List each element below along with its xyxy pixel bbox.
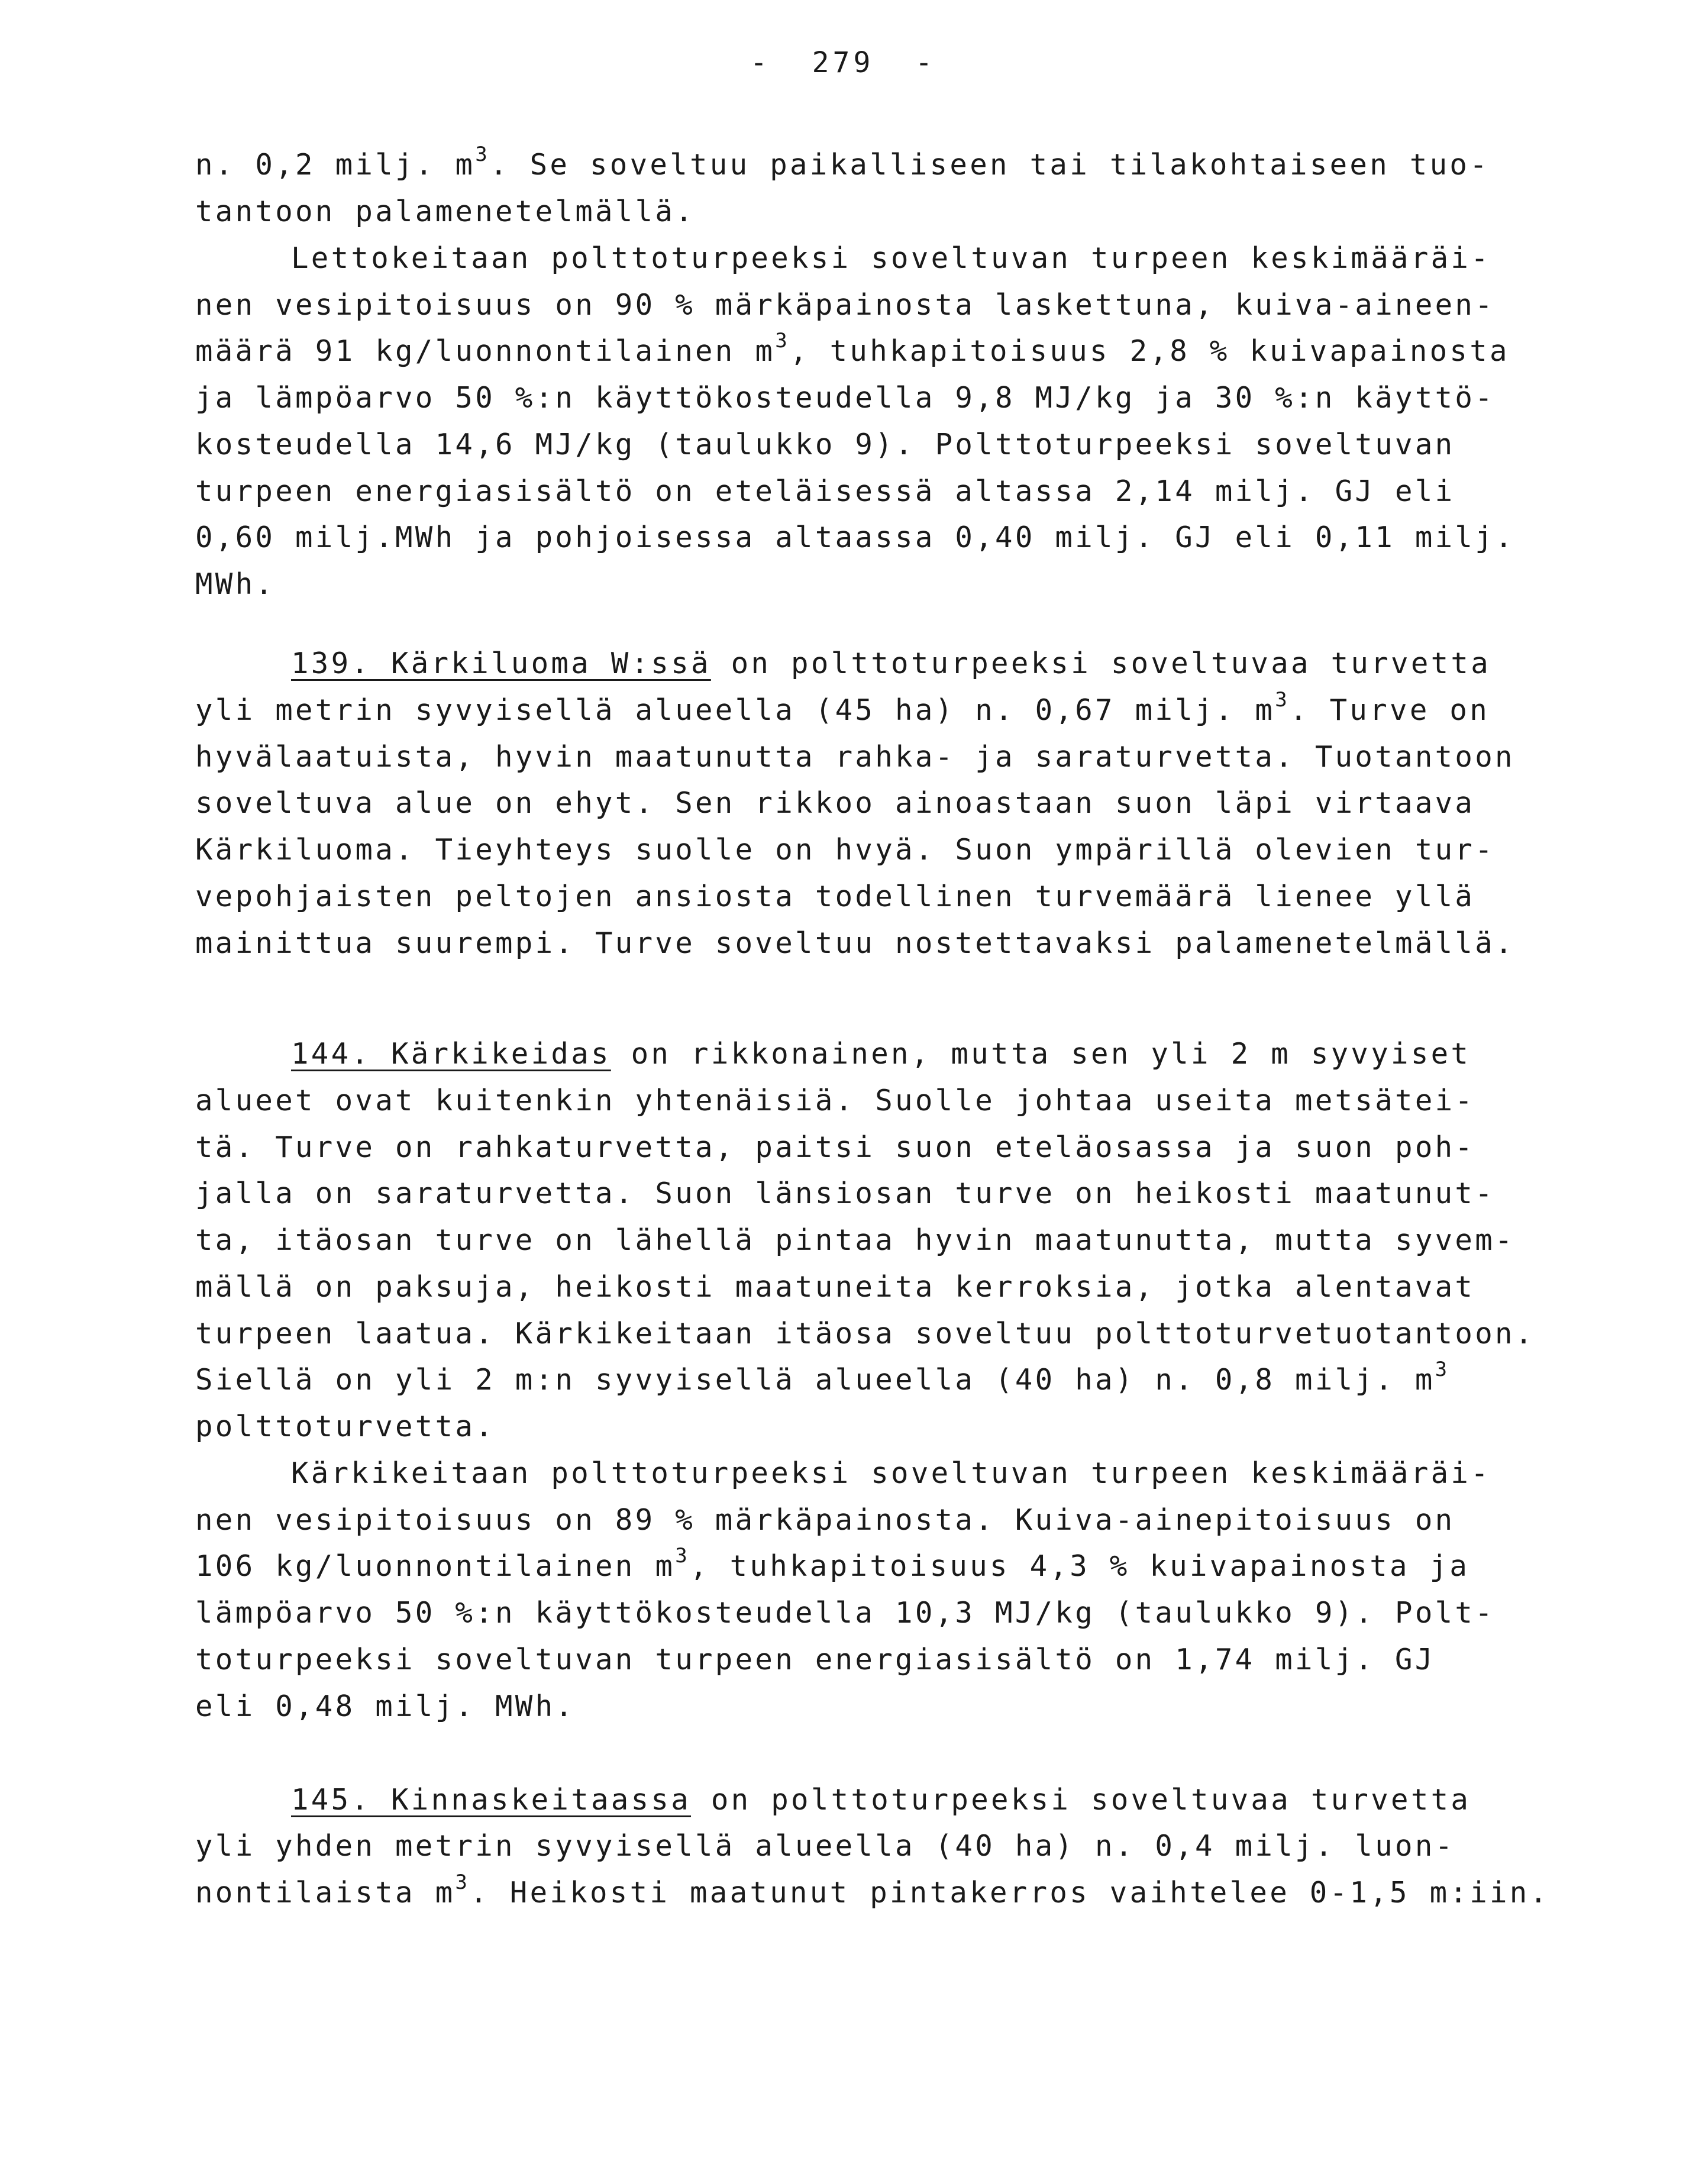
text-line: soveltuva alue on ehyt. Sen rikkoo ainoastaan suon läpi virtaava bbox=[195, 786, 1475, 820]
text-line: Lettokeitaan polttoturpeeksi soveltuvan turpeen keskimääräi- bbox=[291, 241, 1491, 275]
text-line: yli yhden metrin syvyisellä alueella (40 ha) n. 0,4 milj. luon- bbox=[195, 1829, 1455, 1863]
text-line: jalla on saraturvetta. Suon länsiosan turve on heikosti maatunut- bbox=[195, 1177, 1496, 1210]
text-segment: nontilaista m bbox=[195, 1876, 456, 1910]
text-line: eli 0,48 milj. MWh. bbox=[195, 1689, 576, 1723]
text-line: Kärkikeitaan polttoturpeeksi soveltuvan turpeen keskimääräi- bbox=[291, 1456, 1491, 1490]
text-line: hyvälaatuista, hyvin maatunutta rahka- ja saraturvetta. Tuotantoon bbox=[195, 740, 1515, 774]
text-line: polttoturvetta. bbox=[195, 1410, 496, 1443]
text-line: mainittua suurempi. Turve soveltuu nostettavaksi palamenetelmällä. bbox=[195, 926, 1515, 960]
text-line: alueet ovat kuitenkin yhtenäisiä. Suolle johtaa useita metsätei- bbox=[195, 1084, 1475, 1117]
superscript: 3 bbox=[455, 1870, 470, 1894]
text-line: 0,60 milj.MWh ja pohjoisessa altaassa 0,40 milj. GJ eli 0,11 milj. bbox=[195, 521, 1515, 554]
text-line: ja lämpöarvo 50 %:n käyttökosteudella 9,8 MJ/kg ja 30 %:n käyttö- bbox=[195, 381, 1496, 415]
text-segment: , tuhkapitoisuus 4,3 % kuivapainosta ja bbox=[690, 1549, 1470, 1583]
text-line bbox=[195, 687, 1490, 728]
text-segment: , tuhkapitoisuus 2,8 % kuivapainosta bbox=[790, 334, 1510, 368]
text-line: nen vesipitoisuus on 89 % märkäpainosta. Kuiva-ainepitoisuus on bbox=[195, 1503, 1455, 1537]
text-segment: on rikkonainen, mutta sen yli 2 m syvyiset bbox=[611, 1037, 1471, 1071]
text-segment: . Turve on bbox=[1290, 693, 1490, 727]
text-segment: Siellä on yli 2 m:n syvyisellä alueella (40 ha) n. 0,8 milj. m bbox=[195, 1363, 1435, 1397]
superscript: 3 bbox=[475, 142, 490, 166]
superscript: 3 bbox=[675, 1543, 690, 1568]
text-segment: on polttoturpeeksi soveltuvaa turvetta bbox=[710, 647, 1491, 680]
text-line: vepohjaisten peltojen ansiosta todellinen turvemäärä lienee yllä bbox=[195, 880, 1475, 913]
text-line: toturpeeksi soveltuvan turpeen energiasisältö on 1,74 milj. GJ bbox=[195, 1643, 1435, 1676]
text-segment: 106 kg/luonnontilainen m bbox=[195, 1549, 676, 1583]
section-heading-145: 145. Kinnaskeitaassa bbox=[291, 1783, 692, 1817]
text-line bbox=[195, 328, 1510, 369]
text-line: MWh. bbox=[195, 567, 276, 601]
text-line: kosteudella 14,6 MJ/kg (taulukko 9). Polttoturpeeksi soveltuvan bbox=[195, 428, 1455, 461]
text-line bbox=[195, 1357, 1450, 1398]
text-line bbox=[291, 1036, 1471, 1072]
section-heading-139: 139. Kärkiluoma W:ssä bbox=[291, 647, 711, 680]
text-line: turpeen laatua. Kärkikeitaan itäosa soveltuu polttoturvetuotantoon. bbox=[195, 1317, 1535, 1351]
text-line bbox=[195, 1543, 1470, 1584]
text-segment: n. 0,2 milj. m bbox=[195, 148, 476, 182]
text-segment: määrä 91 kg/luonnontilainen m bbox=[195, 334, 776, 368]
text-line: lämpöarvo 50 %:n käyttökosteudella 10,3 MJ/kg (taulukko 9). Polt- bbox=[195, 1596, 1496, 1630]
text-segment: . Se soveltuu paikalliseen tai tilakohtaiseen tuo- bbox=[490, 148, 1490, 182]
superscript: 3 bbox=[1275, 687, 1290, 712]
text-line: tantoon palamenetelmällä. bbox=[195, 195, 696, 228]
text-line: Kärkiluoma. Tieyhteys suolle on hvyä. Suon ympärillä olevien tur- bbox=[195, 833, 1496, 867]
text-line bbox=[195, 142, 1490, 183]
page-number: - 279 - bbox=[750, 46, 936, 79]
text-line: ta, itäosan turve on lähellä pintaa hyvin maatunutta, mutta syvem- bbox=[195, 1223, 1515, 1257]
section-heading-144: 144. Kärkikeidas bbox=[291, 1037, 611, 1071]
text-segment: yli metrin syvyisellä alueella (45 ha) n. 0,67 milj. m bbox=[195, 693, 1275, 727]
superscript: 3 bbox=[1435, 1357, 1450, 1381]
text-line bbox=[291, 646, 1491, 681]
text-line: tä. Turve on rahkaturvetta, paitsi suon eteläosassa ja suon poh- bbox=[195, 1130, 1475, 1164]
text-line bbox=[195, 1870, 1550, 1911]
text-segment: on polttoturpeeksi soveltuvaa turvetta bbox=[691, 1783, 1471, 1817]
text-line: nen vesipitoisuus on 90 % märkäpainosta laskettuna, kuiva-aineen- bbox=[195, 288, 1496, 322]
superscript: 3 bbox=[775, 328, 790, 353]
text-line: turpeen energiasisältö on eteläisessä altassa 2,14 milj. GJ eli bbox=[195, 474, 1455, 508]
text-line bbox=[291, 1782, 1471, 1818]
text-line: mällä on paksuja, heikosti maatuneita kerroksia, jotka alentavat bbox=[195, 1270, 1475, 1304]
text-segment: . Heikosti maatunut pintakerros vaihtelee 0-1,5 m:iin. bbox=[470, 1876, 1550, 1910]
